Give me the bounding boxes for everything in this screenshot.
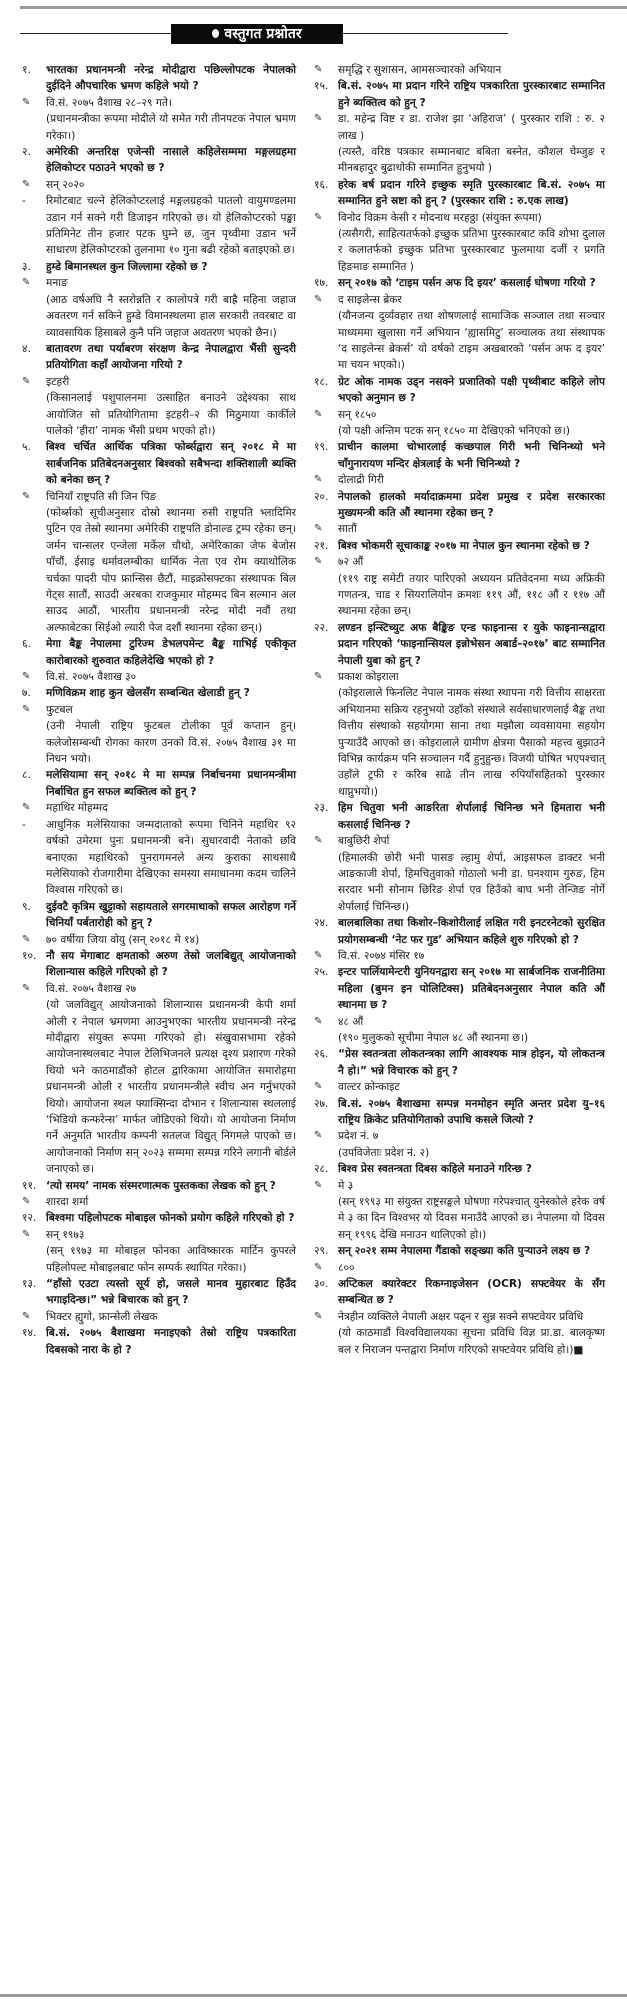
answer-item (22, 702, 296, 718)
pen-nib-icon: ✎ (22, 1228, 31, 1240)
pen-nib-icon: ✎ (22, 490, 31, 502)
answer-text: द साइलेन्स ब्रेकर (338, 293, 402, 306)
question-number: १०. (22, 949, 37, 962)
answer-text: सातौं (338, 523, 357, 536)
question-number: १९. (314, 441, 329, 454)
question-text: अप्टिकल क्यारेक्टर रिकग्नाइजेसन (OCR) सफ्टवेयर के सँग सम्बन्धित छ ? (338, 1278, 605, 1307)
question-item (314, 439, 605, 472)
answer-text: वि.सं. २०७४ मंसिर १७ (338, 949, 425, 962)
answer-item (22, 489, 296, 505)
pen-nib-icon: ✎ (22, 802, 31, 814)
question-text: प्राचीन कालमा चोभारलाई कच्छपाल गिरी भनी चिनिन्थ्यो भने चाँगुनारायण मन्दिर क्षेत्रलाई के भनी चिनिन्थ्यो ? (338, 441, 605, 470)
answer-note: (उनी नेपाली राष्ट्रिय फुटबल टोलीका पूर्व कप्तान हुन्। कलेजोसम्बन्धी रोगका कारण उनको वि.सं. २०७५ वैशाख ३१ मा निधन भयो। (46, 720, 296, 766)
question-text: दुईवटै कृत्रिम खुट्टाको सहायताले सगरमाथाको सफल आरोहण गर्ने चिनियाँ पर्बतारोही को हुन् ? (46, 900, 296, 930)
pen-nib-icon: ✎ (22, 178, 31, 190)
question-item (314, 177, 605, 210)
question-number: १४. (22, 1327, 37, 1340)
question-number: १३. (22, 1278, 37, 1291)
pen-nib-icon: ✎ (22, 277, 31, 289)
question-item (22, 259, 296, 275)
answer-text: वि.सं. २०७५ वैशाख २७ (46, 982, 137, 995)
pen-nib-icon: ✎ (314, 949, 323, 961)
answer-note: (आठ वर्षअघि नै स्तरोन्नति र कालोपत्रे गरी बाह्रै महिना जहाज अवतरण गर्न सकिने हुम्डे विमानस्थलमा हाल सरकारी तवरबाट वा व्यावसायिक हिसाबले कुनै पनि जहाज अवतरण भएको छैन।) (46, 293, 296, 339)
question-item (22, 62, 296, 95)
question-item (314, 1161, 605, 1177)
question-number: ४. (22, 342, 31, 355)
detail-text: रिमोटबाट चल्ने हेलिकोप्टरलाई मङ्गलग्रहको पातलो वायुमण्डलमा उडान गर्न सक्ने गरी डिजाइन गरिएको छ। यो हेलिकोप्टरको पङ्खा प्रतिमिनेट तीन हजार पटक घुम्ने छ, जुन पृथ्वीमा उडान भर्ने साधारण हेलिकोप्टरको तुलनामा १० गुना बढी रहेको बताइएको छ। (46, 195, 296, 257)
question-text: नौ सय मेगाबाट क्षमताको अरुण तेस्रो जलबिद्युत् आयोजनाको शिलान्यास कहिले गरिएको हो ? (46, 949, 296, 979)
bullet-icon (212, 29, 219, 38)
pen-nib-icon: ✎ (314, 523, 323, 535)
detail-item (22, 193, 296, 259)
question-text: हरेक बर्ष प्रदान गरिने इच्छुक स्मृति पुरस्कारबाट बि.सं. २०७५ मा सम्मानित हुने स्रष्टा को हुन् ? (पुरस्कार राशि : रु.एक लाख) (338, 178, 605, 208)
question-number: ६. (22, 638, 31, 651)
question-number: १५. (314, 80, 329, 93)
pen-nib-icon: ✎ (22, 703, 31, 715)
pen-nib-icon: ✎ (22, 671, 31, 683)
question-text: ‘त्यो समय’ नामक संस्मरणात्मक पुस्तकका लेखक को हुन् ? (46, 1179, 276, 1192)
question-item (22, 899, 296, 932)
question-text: सन् २०२१ सम्म नेपालमा गैंडाको सङ्ख्या कति पुऱ्याउने लक्ष्य छ ? (338, 1245, 591, 1258)
answer-text: वि.सं. २०७५ वैशाख ३० (46, 671, 137, 684)
pen-nib-icon: ✎ (314, 1261, 323, 1273)
question-text: मणिविक्रम शाह कुन खेलसँग सम्बन्धित खेलाडी हुन् ? (46, 687, 250, 700)
answer-note: (प्रधानमन्त्रीका रूपमा मोदीले यो समेत गरी तीनपटक नेपाल भ्रमण गरेका।) (46, 113, 296, 142)
question-text: मलेसियामा सन् २०१८ मे मा सम्पन्न निर्बाचनमा प्रधानमन्त्रीमा निर्बाचित हुन सफल ब्यक्तित्व को हुन् ? (46, 769, 296, 798)
question-number: २९. (314, 1245, 329, 1258)
question-item (314, 275, 605, 291)
answer-item (314, 948, 605, 964)
answer-item (22, 669, 296, 685)
answer-item (314, 1309, 605, 1325)
answer-item (314, 1260, 605, 1276)
question-number: २७. (314, 1097, 329, 1110)
answer-note: (यो पक्षी अन्तिम पटक सन् १८५० मा देखिएको भनिएको छ।) (338, 424, 570, 437)
answer-item (314, 1079, 605, 1095)
answer-note: (सन् १९७३ मा मोबाइल फोनका आविष्कारक मार्टिन कुपरले पहिलोपल्ट मोबाइलबाट फोन सम्पर्क स्थापित गरेका।) (46, 1245, 296, 1274)
question-text: मेगा बैङ्क नेपालमा टुरिज्म डेभलपमेन्ट बैङ्क गाभिई एकीकृत कारोबारको शुरुवात कहिलेदेखि भएको हो ? (46, 638, 296, 667)
pen-nib-icon: ✎ (314, 293, 323, 305)
question-item (22, 1178, 296, 1194)
question-number: २३. (314, 802, 329, 815)
answer-item (314, 111, 605, 144)
answer-note: (फोर्ब्सको सूचीअनुसार दोस्रो स्थानमा रुसी राष्ट्रपति भ्लादिमिर पुटिन एव तेस्रो स्थानमा अमेरिकी राष्ट्रपति डोनाल्ड ट्रम्प रहेका छन्। जर्मन चान्सलर एन्जेला मर्केल चौथो, अमेरिकाका जेफ बेजोस पाँचौं, ईसाइ धर्मावलम्बीका धार्मिक नेता एव रोम क्याथोलिक चर्चका पादरी पोप फ्रान्सिस छैटौं, माइक्रोसफ्टका संस्थापक बिल गेट्स सातौं, साउदी अरबका राजकुमार मोहम्मद बिन सल्मान अल साउद आठौं, भारतीय प्रधानमन्त्री नरेन्द्र मोदी नवौं तथा अल्फाबेटका सिईओ ल्यारी पेज दशौं स्थानमा रहेका छन्।) (46, 506, 296, 634)
header-title-box (171, 24, 343, 44)
question-item (22, 636, 296, 669)
answer-item (314, 62, 605, 78)
answer-note: (त्यस्तै, वरिष्ठ पत्रकार सम्मानबाट बबिता बस्नेत, कौशल चेम्जुङ र मीनबहादुर बुढाथोकी सम्मानित हुनुभयो ) (338, 146, 605, 175)
question-number: ८. (22, 769, 31, 782)
answer-item (22, 177, 296, 193)
answer-item (314, 521, 605, 537)
pen-nib-icon: ✎ (314, 1310, 323, 1322)
pen-nib-icon: ✎ (314, 1130, 323, 1142)
answer-text: मे ३ (338, 1179, 354, 1192)
answer-item (22, 1194, 296, 1210)
answer-text: ७२ औं (338, 556, 364, 569)
answer-item (314, 210, 605, 226)
question-text: बि.सं. २०७५ बैशाखमा सम्पन्न मनमोहन स्मृति अन्तर प्रदेश यु–१६ राष्ट्रिय क्रिकेट प्रतियोगिताको उपाधि कसले जित्यो ? (338, 1097, 605, 1126)
answer-item (314, 472, 605, 488)
answer-text: मनाङ (46, 277, 68, 290)
answer-item (22, 932, 296, 948)
question-number: २१. (314, 539, 329, 552)
question-item (22, 1210, 296, 1226)
answer-text: चिनियाँ राष्ट्रपति सी जिन पिङ (46, 490, 157, 503)
question-number: १. (22, 64, 31, 76)
answer-note: (किसानलाई पशुपालनमा उत्साहित बनाउने उद्देश्यका साथ आयोजित सो प्रतियोगितामा इटहरी–२ की मिठुमाया कार्कीले पालेको ‘हीरा’ नामक भैंसी प्रथम भएको हो।) (46, 392, 296, 437)
question-item (314, 538, 605, 554)
answer-text: ७० वर्षीया जिया वोयु (सन् २०१८ मे १४) (46, 933, 200, 946)
question-text: बिश्व भोकमरी सूचाकाङ्क २०१७ मा नेपाल कुन स्थानमा रहेको छ ? (338, 539, 590, 552)
question-item (314, 800, 605, 833)
answer-text: डा. महेन्द्र विष्ट र डा. राजेश झा ‘अहिराज’ ( पुरस्कार राशि : रु. २ लाख ) (338, 113, 605, 142)
question-text: “हाँसो एउटा त्यस्तो सूर्य हो, जसले मानव मुहारबाट हिउँद भगाइदिन्छ।” भन्ने बिचारक को हुन् ? (46, 1278, 296, 1307)
question-item (22, 439, 296, 488)
question-number: ११. (22, 1179, 37, 1192)
answer-note: (१९० मुलुकको सूचीमा नेपाल ४८ औं स्थानमा छ।) (338, 1031, 529, 1044)
question-number: २४. (314, 917, 329, 930)
answer-item (314, 669, 605, 685)
question-text: हिम चितुवा भनी आङरिता शेर्पालाई चिनिन्छ भने हिमतारा भनी कसलाई चिनिन्छ ? (338, 802, 605, 831)
answer-note: (हिमालकी छोरी भनी पासङ ल्हामु शेर्पा, आइसफल डाक्टर भनी आङकाजी शेर्पा, हिमचितुवाको गोठालो भनी डा. घनश्याम गुरुङ, हिम सरदार भनी सोनाम छिरिङ शेर्पा एव हिउँको बाघ भनी तेन्जिङ नोर्गे शेर्पालाई चिनिन्छ।) (338, 851, 605, 913)
answer-text: ८०० (338, 1261, 355, 1274)
question-text: भारतका प्रधानमन्त्री नरेन्द्र मोदीद्वारा पछिल्लोपटक नेपालको दुईदिने औपचारिक भ्रमण कहिले भयो ? (46, 64, 296, 93)
question-number: ९. (22, 900, 31, 913)
answer-text: प्रदेश नं. ७ (338, 1130, 379, 1143)
question-item (22, 1276, 296, 1309)
answer-text: वि.सं. २०७५ वैशाख २८–२९ गते। (46, 96, 172, 109)
right-column (314, 62, 605, 1358)
answer-text: बाबुछिरी शेर्पा (338, 835, 390, 848)
top-rule (20, 6, 627, 9)
question-item (314, 620, 605, 669)
answer-item (314, 833, 605, 849)
question-text: बालबालिका तथा किशोर–किशोरीलाई लक्षित गरी इनटरनेटको सुरक्षित प्रयोगसम्बन्धी ‘नेट फर गुड’ अभियान कहिले शुरु गरिएको हो ? (338, 917, 605, 946)
question-number: २०. (314, 490, 329, 503)
answer-item (22, 374, 296, 390)
question-item (22, 341, 296, 374)
pen-nib-icon: ✎ (314, 474, 323, 486)
question-number: २५. (314, 966, 329, 979)
answer-note: (उपविजेताः प्रदेश नं. २) (338, 1146, 430, 1159)
answer-text: प्रकाश कोइराला (338, 671, 399, 684)
question-text: सन् २०१७ को ‘टाइम पर्सन अफ दि इयर’ कसलाई घोषणा गरियो ? (338, 277, 596, 290)
question-number: २. (22, 146, 31, 159)
pen-nib-icon: ✎ (22, 933, 31, 945)
question-number: १६. (314, 178, 329, 191)
answer-text: सन् २०२० (46, 178, 85, 191)
pen-nib-icon: ✎ (22, 96, 31, 108)
answer-text: सन् १८५० (338, 408, 377, 421)
pen-nib-icon: ✎ (314, 211, 323, 223)
question-item (22, 144, 296, 177)
pen-nib-icon: ✎ (314, 556, 323, 568)
answer-note: (सन् १९९३ मा संयुक्त राष्ट्रसङ्घले घोषणा गरेपश्चात् युनेस्कोले हरेक वर्ष मे ३ का दिन विश्वभर यो दिवस मनाउँदै आएको छ। नेपालमा यो दिवस सन् १९९६ देखि मनाउन थालिएको हो।) (338, 1196, 605, 1241)
answer-item (22, 275, 296, 291)
detail-text: आधुनिक मलेसियाका जन्मदाताको रूपमा चिनिने महाथिर ९२ वर्षको उमेरमा पुनः प्रधानमन्त्री बने। सुधारवादी नेताको छवि बनाएका महाथिरको पुनरागमनले अन्य कुराका साथसाथै मलेसियाको रोजगारीमा देखिएका समस्या समाधानमा कदम चालिने विश्वास गरिएको छ। (46, 818, 296, 897)
question-text: अमेरिकी अन्तरिक्ष एजेन्सी नासाले कहिलेसम्ममा मङ्गलग्रहमा हेलिकोप्टर पठाउने भएको छ ? (46, 146, 296, 175)
answer-note: (११९ राष्ट्र समेटी तयार पारिएको अध्ययन प्रतिवेदनमा मध्य अफ्रिकी गणतन्त्र, चाड र सियरालियोन क्रमशः ११९ औं, ११८ औं र ११७ औं स्थानमा रहेका छन्। (338, 572, 605, 618)
answer-item (314, 1178, 605, 1194)
page-title: वस्तुगत प्रश्नोतर (224, 26, 302, 42)
question-item (22, 767, 296, 800)
answer-item (22, 981, 296, 997)
question-text: बिश्वमा पहिलोपटक मोबाइल फोनको प्रयोग कहिले गरिएको हो ? (46, 1212, 295, 1225)
question-number: ७. (22, 687, 31, 700)
answer-note: (यो काठमाडौं विश्वविद्यालयका सूचना प्रविधि विज्ञ प्रा.डा. बालकृष्ण बल र निराजन पन्तद्वारा निर्माण गरिएको सफ्टवेयर प्रविधि हो।)■ (338, 1327, 605, 1356)
pen-nib-icon: ✎ (314, 1179, 323, 1191)
answer-text: इटहरी (46, 375, 70, 388)
question-item (314, 1046, 605, 1079)
answer-item (22, 1309, 296, 1325)
answer-text: शारदा शर्मा (46, 1196, 89, 1209)
question-text: बिश्व चर्चित आर्थिक पत्रिका फोर्ब्सद्वारा सन् २०१८ मे मा सार्बजनिक प्रतिबेदनअनुसार बिश्वको सबैभन्दा शक्तिशाली ब्यक्ति को बनेका छन् ? (46, 441, 296, 487)
question-text: लण्डन इन्स्टिच्युट अफ बैङ्किङ एन्ड फाइनान्स र युके फाइनान्सद्वारा प्रदान गरिएको ‘फाइनान्सियल इन्नोभेसन अबार्ड–२०१७’ बाट सम्मानित नेपाली युबा को हुन् ? (338, 621, 605, 667)
answer-text: सन् १९७३ (46, 1228, 85, 1241)
dash-marker: - (22, 818, 26, 831)
question-item (314, 78, 605, 111)
question-number: २८. (314, 1163, 329, 1176)
question-item (314, 964, 605, 1013)
answer-item (22, 95, 296, 111)
pen-nib-icon: ✎ (22, 1196, 31, 1208)
question-item (314, 489, 605, 522)
bottom-rule (0, 1994, 627, 1997)
question-text: नेपालको हालको मर्यादाक्रममा प्रदेश प्रमुख र प्रदेश सरकारका मुख्यमन्त्री कति औं स्थानमा रहेका छन् ? (338, 490, 605, 519)
question-item (22, 1325, 296, 1358)
answer-text: वाल्टर क्रोन्काइट (338, 1081, 400, 1094)
answer-item (314, 554, 605, 570)
answer-note: (यौनजन्य दुर्व्यवहार तथा शोषणलाई सामाजिक सञ्जाल तथा सञ्चार माध्यममा खुलासा गर्ने अभियान ‘ह्यासमिटु’ सञ्चालक तथा संस्थापक ‘द साइलेन्स ब्रेकर्स’ यो वर्षको टाइम अखबारको ‘पर्सन अफ द इयर’ मा चयन भएको।) (338, 310, 605, 372)
answer-text: ४८ औं (338, 1015, 364, 1028)
answer-text: समृद्धि र सुशासन, आमसञ्चारको अभियान (338, 64, 502, 76)
answer-text: महाथिर मोहम्मद (46, 802, 108, 815)
question-item (22, 948, 296, 981)
question-text: इन्टर पार्लियामेन्टरी युनियनद्वारा सन् २०१७ मा सार्बजनिक राजनीतिमा महिला (बुमन इन पोलिटिक्स) प्रतिबेदनअनुसार नेपाल कति औं स्थानमा छ ? (338, 966, 605, 1012)
pen-nib-icon: ✎ (314, 408, 323, 420)
question-number: १८. (314, 375, 329, 388)
question-number: १७. (314, 277, 329, 290)
pen-nib-icon: ✎ (22, 1310, 31, 1322)
question-text: बातावरण तथा पर्याबरण संरक्षण केन्द्र नेपालद्वारा भैंसी सुन्दरी प्रतियोगिता कहाँ आयोजना गरियो ? (46, 342, 296, 372)
question-number: २२. (314, 621, 329, 634)
answer-item (314, 1014, 605, 1030)
question-text: बिश्व प्रेस स्वतन्त्रता दिबस कहिले मनाउने गरिन्छ ? (338, 1163, 532, 1176)
answer-item (314, 407, 605, 423)
answer-item (22, 1227, 296, 1243)
question-text: बि.सं. २०७५ मा प्रदान गरिने राष्ट्रिय पत्रकारिता पुरस्कारबाट सम्मानित हुने ब्यक्तित्व को हुन् ? (338, 80, 605, 109)
question-item (22, 685, 296, 701)
question-text: ग्रेट ओक नामक उड्न नसक्ने प्रजातिको पक्षी पृथ्वीबाट कहिले लोप भएको अनुमान छ ? (338, 375, 605, 405)
question-text: हुम्डे बिमानस्थल कुन जिल्लामा रहेको छ ? (46, 260, 208, 273)
question-item (314, 1096, 605, 1129)
answer-text: दोलाद्री गिरी (338, 474, 384, 487)
question-item (314, 1243, 605, 1259)
pen-nib-icon: ✎ (314, 835, 323, 847)
answer-item (314, 1128, 605, 1144)
detail-item (22, 817, 296, 899)
question-item (314, 374, 605, 407)
answer-text: नेत्रहीन व्यक्तिले नेपाली अक्षर पढ्न र सुन्न सक्ने सफ्टवेयर प्रविधि (338, 1310, 584, 1323)
question-number: १२. (22, 1212, 37, 1225)
question-number: २६. (314, 1048, 329, 1061)
question-text: बि.सं. २०७५ बैशाखमा मनाइएको तेस्रो राष्ट्रिय पत्रकारिता दिबसको नारा के हो ? (46, 1327, 296, 1356)
section-header (20, 24, 508, 44)
pen-nib-icon: ✎ (314, 671, 323, 683)
answer-item (314, 292, 605, 308)
question-number: ३०. (314, 1278, 329, 1291)
dash-marker: - (22, 195, 26, 208)
pen-nib-icon: ✎ (22, 982, 31, 994)
answer-item (22, 800, 296, 816)
answer-note: (त्यसैगरी, साहित्यतर्फको इच्छुक प्रतिभा पुरस्कारबाट कवि शोभा दुलाल र कलातर्फको इच्छुक प्रतिभा पुरस्कारबाट फुलमाया दर्जी र प्रगति हिङमाङ सम्मानित ) (338, 228, 605, 273)
question-item (314, 915, 605, 948)
answer-text: फुटबल (46, 703, 73, 716)
answer-note: (कोइरालाले फिनलिट नेपाल नामक संस्था स्थापना गरी वित्तीय साक्षरता अभियानमा सक्रिय रहनुभयो उहाँको संस्थाले सर्वसाधारणलाई बैङ्क तथा वित्तीय संस्थाको सहयोगमा साना तथा मझौला व्यवसायमा सहयोग पुऱ्याउँदै आएको छ। कोइरालाले ग्रामीण क्षेत्रमा पैसाको महत्त्व बुझाउने विभिन्न कार्यक्रम पनि सञ्चालन गर्दै हुनुहुन्छ। विजयी घोषित भएपश्चात् उहाँले ट्रफी र करिब साढे तीन लाख रुपियाँसहितको पुरस्कार थाप्नुभयो।) (338, 687, 605, 798)
question-number: ५. (22, 441, 31, 454)
pen-nib-icon: ✎ (22, 375, 31, 387)
pen-nib-icon: ✎ (314, 113, 323, 125)
pen-nib-icon: ✎ (314, 1015, 323, 1027)
left-column (22, 62, 296, 1358)
answer-text: भिक्टर ह्युगो, फ्रान्सेली लेखक (46, 1310, 158, 1323)
question-item (314, 1276, 605, 1309)
pen-nib-icon: ✎ (314, 1081, 323, 1093)
answer-text: विनोद विक्रम केसी र मोदनाथ मरहठ्ठा (संयुक्त रूपमा) (338, 211, 542, 224)
question-number: ३. (22, 260, 31, 273)
pen-nib-icon: ✎ (314, 64, 323, 75)
question-text: “प्रेस स्वतन्त्रता लोकतन्त्रका लागि आवश्यक मात्र होइन, यो लोकतन्त्र नै हो।” भन्ने विचारक को हुन् ? (338, 1048, 605, 1077)
answer-note: (यो जलविद्युत् आयोजनाको शिलान्यास प्रधानमन्त्री केपी शर्मा ओली र नेपाल भ्रमणमा आउनुभएका भारतीय प्रधानमन्त्री नरेन्द्र मोदीद्वारा संयुक्त रूपमा गरिएको हो। संखुवासभामा रहेको आयोजनास्थलबाट नेपाल टेलिभिजनले प्रत्यक्ष दृश्य प्रशारण गरेको थियो भने काठमाडौंको होटल द्वारिकामा आयोजित समारोहमा प्रधानमन्त्री ओली र भारतीय प्रधानमन्त्रीले स्वीच अन गर्नुभएको थियो। आयोजना स्थल फ्याक्सिन्दा दोभान र शिलान्यास स्थललाई ‘भिडियो कन्फरेन्स’ मार्फत जोडिएको थियो। यो आयोजना निर्माण गर्ने अनुमति भारतीय कम्पनी सतलज विद्युत् निगमले पाएको छ। आयोजनाको निर्माण सन् २०२३ सम्ममा सम्पन्न गरिने लगानी बोर्डले जनाएको छ। (46, 999, 296, 1176)
